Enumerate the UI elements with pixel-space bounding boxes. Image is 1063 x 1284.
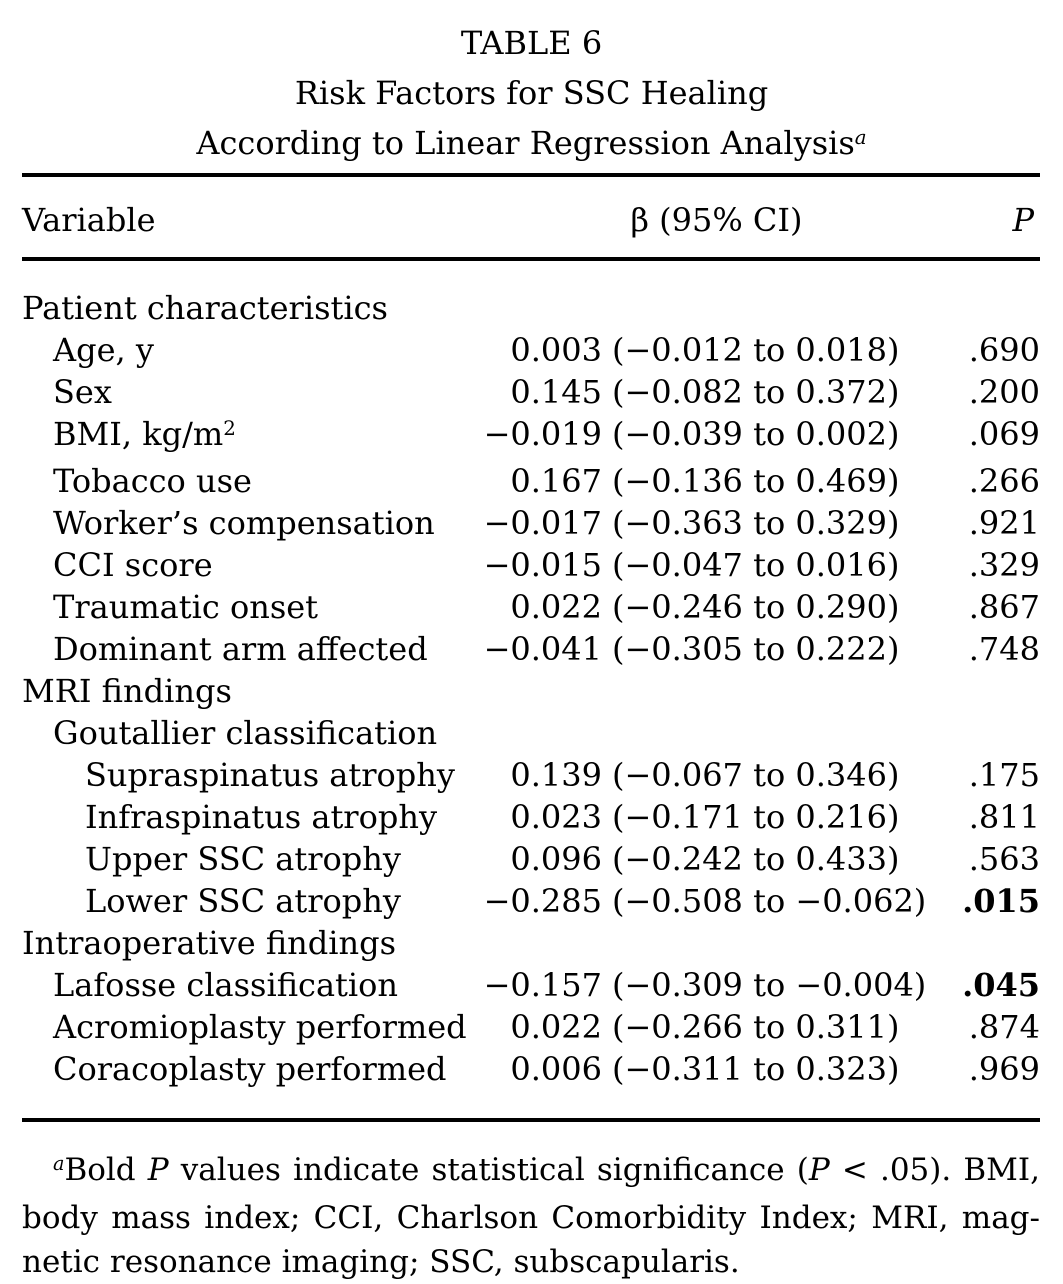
confidence-interval: (−0.363 to 0.329)	[612, 504, 900, 542]
table-row	[22, 544, 1040, 586]
confidence-interval: (−0.047 to 0.016)	[612, 546, 900, 584]
table-number: TABLE 6	[460, 24, 603, 62]
beta-ci-cell	[482, 880, 927, 922]
table-title-line-2: According to Linear Regression Analysis$^a$	[196, 124, 867, 162]
table-row	[22, 880, 1040, 922]
p-value-cell: .266	[968, 462, 1040, 500]
beta-ci-cell	[482, 329, 927, 371]
table-caption	[0, 0, 1063, 173]
table-row	[22, 329, 1040, 371]
beta-ci-cell	[482, 371, 927, 413]
beta-value: −0.019	[483, 415, 602, 453]
footnote-line: netic resonance imaging; SSC, subscapularis.	[22, 1244, 740, 1280]
beta-ci-cell	[482, 712, 927, 754]
table-row	[22, 502, 1040, 544]
variable-cell: Patient characteristics	[22, 289, 388, 327]
beta-ci-cell	[482, 1006, 927, 1048]
variable-cell: Lafosse classification	[53, 966, 399, 1004]
beta-value	[482, 712, 602, 754]
p-value-cell: .811	[968, 798, 1040, 836]
beta-value: −0.285	[483, 882, 602, 920]
p-value-cell: .867	[968, 588, 1040, 626]
confidence-interval: (−0.171 to 0.216)	[612, 798, 900, 836]
table-row	[22, 754, 1040, 796]
variable-cell: Intraoperative findings	[22, 924, 397, 962]
p-value-cell: .563	[968, 840, 1040, 878]
confidence-interval: (−0.242 to 0.433)	[612, 840, 900, 878]
beta-ci-cell	[482, 413, 927, 460]
variable-cell: Upper SSC atrophy	[85, 840, 401, 878]
p-value-cell: .690	[968, 331, 1040, 369]
beta-value: 0.023	[510, 798, 602, 836]
confidence-interval: (−0.012 to 0.018)	[612, 331, 900, 369]
p-value-cell: .921	[968, 504, 1040, 542]
beta-value	[482, 670, 602, 712]
beta-ci-cell	[482, 544, 927, 586]
beta-value: 0.145	[510, 373, 602, 411]
beta-value	[482, 922, 602, 964]
column-header-variable: Variable	[22, 201, 156, 239]
p-value-cell	[927, 922, 1040, 964]
variable-cell: BMI, $kg/m^2$	[53, 415, 236, 453]
beta-ci-cell	[482, 586, 927, 628]
beta-ci-cell	[482, 922, 927, 964]
column-header-row	[22, 177, 1040, 257]
table-row	[22, 670, 1040, 712]
beta-value: 0.022	[510, 588, 602, 626]
p-value-cell	[927, 287, 1040, 329]
p-value-cell: .874	[968, 1008, 1040, 1046]
variable-cell: Supraspinatus atrophy	[85, 756, 455, 794]
beta-value: −0.041	[483, 630, 602, 668]
variable-cell: Acromioplasty performed	[53, 1008, 467, 1046]
p-value-cell: .329	[968, 546, 1040, 584]
confidence-interval: (−0.508 to −0.062)	[612, 882, 927, 920]
column-header-beta-ci: β (95% CI)	[630, 201, 803, 239]
p-value-cell	[927, 670, 1040, 712]
beta-ci-cell	[482, 796, 927, 838]
variable-cell: Dominant arm affected	[53, 630, 428, 668]
beta-value: 0.167	[510, 462, 602, 500]
beta-value: 0.096	[510, 840, 602, 878]
beta-value: −0.017	[483, 504, 602, 542]
variable-cell: Goutallier classification	[53, 714, 438, 752]
table-row	[22, 838, 1040, 880]
beta-ci-cell	[482, 838, 927, 880]
variable-cell: Traumatic onset	[53, 588, 319, 626]
table-row	[22, 586, 1040, 628]
table-row	[22, 287, 1040, 329]
beta-ci-cell	[482, 754, 927, 796]
beta-value: 0.003	[510, 331, 602, 369]
footnote	[22, 1148, 1040, 1284]
beta-ci-cell	[482, 460, 927, 502]
p-value-cell: .175	[968, 756, 1040, 794]
confidence-interval: (−0.305 to 0.222)	[612, 630, 900, 668]
bottom-rule	[22, 1118, 1040, 1122]
beta-value: −0.015	[483, 546, 602, 584]
variable-cell: Worker’s compensation	[53, 504, 435, 542]
beta-value	[482, 287, 602, 329]
table-row	[22, 796, 1040, 838]
table-row	[22, 964, 1040, 1006]
beta-value: 0.139	[510, 756, 602, 794]
p-value-cell: .969	[968, 1050, 1040, 1088]
variable-cell: Lower SSC atrophy	[85, 882, 401, 920]
confidence-interval: (−0.311 to 0.323)	[612, 1050, 900, 1088]
footnote-line: body mass index; CCI, Charlson Comorbidity Index; MRI, mag-	[22, 1200, 1040, 1236]
variable-cell: CCI score	[53, 546, 213, 584]
p-value-cell: .045	[962, 966, 1040, 1004]
confidence-interval: (−0.039 to 0.002)	[612, 415, 900, 453]
confidence-interval: (−0.067 to 0.346)	[612, 756, 900, 794]
p-value-cell: .015	[962, 882, 1040, 920]
confidence-interval: (−0.136 to 0.469)	[612, 462, 900, 500]
beta-ci-cell	[482, 670, 927, 712]
column-header-p: P	[1012, 201, 1034, 239]
table-row	[22, 712, 1040, 754]
confidence-interval: (−0.082 to 0.372)	[612, 373, 900, 411]
variable-cell: MRI findings	[22, 672, 232, 710]
beta-value: −0.157	[483, 966, 602, 1004]
p-value-cell	[927, 712, 1040, 754]
beta-ci-cell	[482, 1048, 927, 1090]
table-row	[22, 1048, 1040, 1090]
confidence-interval: (−0.309 to −0.004)	[612, 966, 927, 1004]
variable-cell: Coracoplasty performed	[53, 1050, 447, 1088]
table-row	[22, 460, 1040, 502]
footnote-line: $^a$Bold P values indicate statistical significance (P < .05). BMI,	[53, 1152, 1040, 1188]
table-row	[22, 922, 1040, 964]
confidence-interval: (−0.246 to 0.290)	[612, 588, 900, 626]
variable-cell: Tobacco use	[53, 462, 252, 500]
p-value-cell: .748	[968, 630, 1040, 668]
beta-ci-cell	[482, 287, 927, 329]
table-row	[22, 1006, 1040, 1048]
table-row	[22, 413, 1040, 460]
table-row	[22, 371, 1040, 413]
confidence-interval: (−0.266 to 0.311)	[612, 1008, 900, 1046]
beta-ci-cell	[482, 964, 927, 1006]
variable-cell: Sex	[53, 373, 112, 411]
beta-ci-cell	[482, 502, 927, 544]
table-row	[22, 628, 1040, 670]
variable-cell: Infraspinatus atrophy	[85, 798, 438, 836]
table-title-line-1: Risk Factors for SSC Healing	[294, 74, 769, 112]
beta-value: 0.006	[510, 1050, 602, 1088]
p-value-cell: .200	[968, 373, 1040, 411]
variable-cell: Age, y	[53, 331, 154, 369]
beta-value: 0.022	[510, 1008, 602, 1046]
p-value-cell: .069	[968, 415, 1040, 453]
table-body	[0, 261, 1063, 1118]
beta-ci-cell	[482, 628, 927, 670]
